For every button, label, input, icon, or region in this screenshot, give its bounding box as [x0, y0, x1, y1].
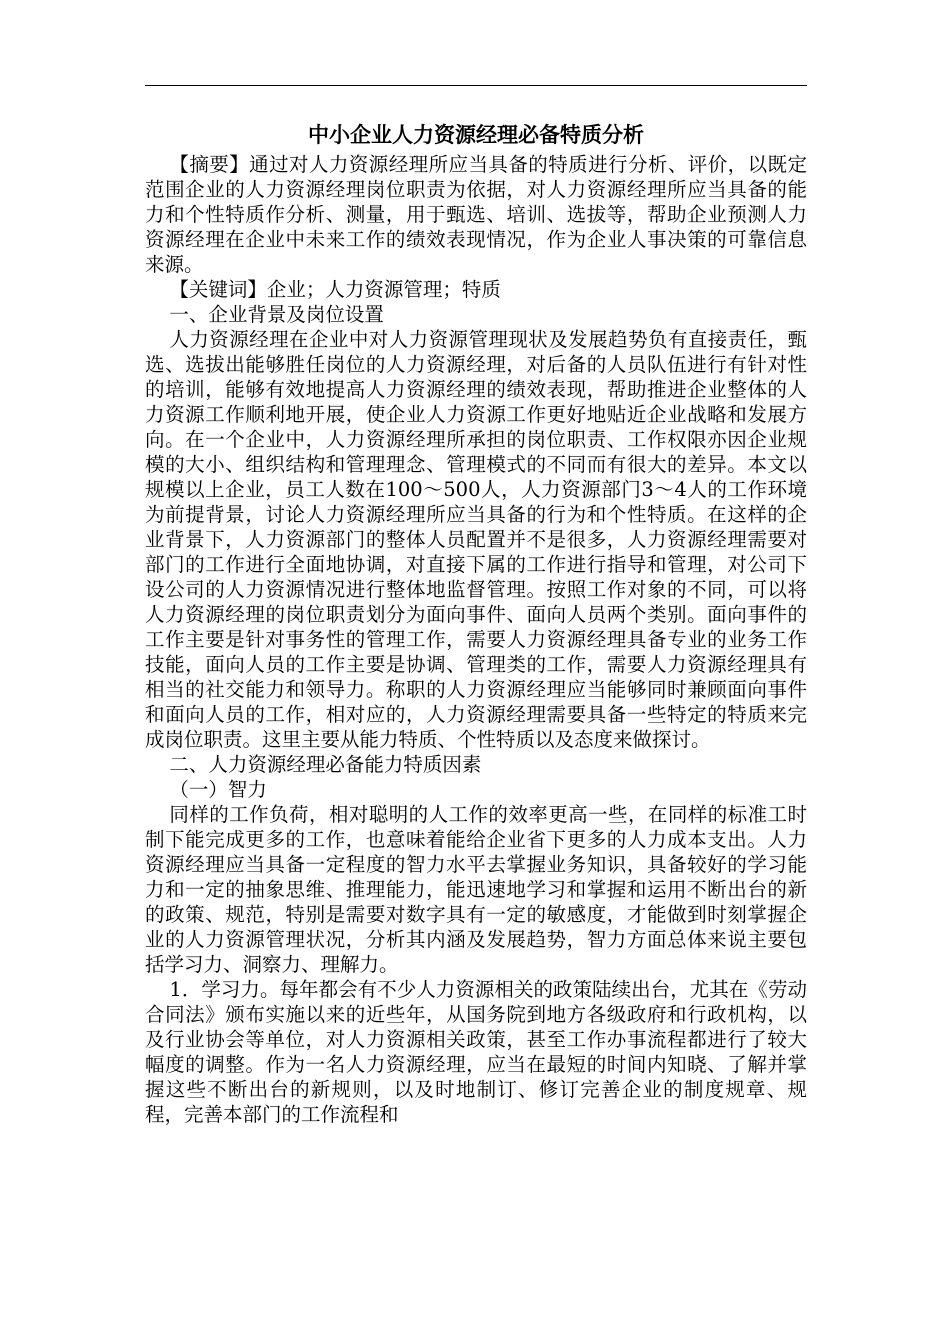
body-paragraph: 人力资源经理在企业中对人力资源管理现状及发展趋势负有直接责任，甄选、选拔出能够胜任岗位的人力资源经理，对后备的人员队伍进行有针对性的培训，能够有效地提高人力资源经理的绩效表现，帮助推进企业整体的人力资源工作顺利地开展，使企业人力资源工作更好地贴近企业战略和发展方向。在一个企业中，人力资源经理所承担的岗位职责、工作权限亦因企业规模的大小、组织结构和管理理念、管理模式的不同而有很大的差异。本文以规模以上企业，员工人数在100～500人，人力资源部门3～4人的工作环境为前提背景，讨论人力资源经理所应当具备的行为和个性特质。在这样的企业背景下，人力资源部门的整体人员配置并不是很多，人力资源经理需要对部门的工作进行全面地协调，对直接下属的工作进行指导和管理，对公司下设公司的人力资源情况进行整体地监督管理。按照工作对象的不同，可以将人力资源经理的岗位职责划分为面向事件、面向人员两个类别。面向事件的工作主要是针对事务性的管理工作，需要人力资源经理具备专业的业务工作技能，面向人员的工作主要是协调、管理类的工作，需要人力资源经理具有相当的社交能力和领导力。称职的人力资源经理应当能够同时兼顾面向事件和面向人员的工作，相对应的，人力资源经理需要具备一些特定的特质来完成岗位职责。这里主要从能力特质、个性特质以及态度来做探讨。: [145, 328, 807, 751]
keywords-paragraph: 【关键词】企业；人力资源管理；特质: [169, 278, 501, 301]
document-title: 中小企业人力资源经理必备特质分析: [308, 122, 644, 147]
body-paragraph: 同样的工作负荷，相对聪明的人工作的效率更高一些，在同样的标准工时制下能完成更多的工作，也意味着能给企业省下更多的人力成本支出。人力资源经理应当具备一定程度的智力水平去掌握业务知识，具备较好的学习能力和一定的抽象思维、推理能力，能迅速地学习和掌握和运用不断出台的新的政策、规范，特别是需要对数字具有一定的敏感度，才能做到时刻掌握企业的人力资源管理状况，分析其内涵及发展趋势，智力方面总体来说主要包括学习力、洞察力、理解力。: [145, 803, 807, 976]
section-heading-1: 一、企业背景及岗位设置: [169, 303, 384, 326]
body-paragraph: 1．学习力。每年都会有不少人力资源相关的政策陆续出台，尤其在《劳动合同法》颁布实施以来的近些年，从国务院到地方各级政府和行政机构，以及行业协会等单位，对人力资源相关政策，甚至工作办事流程都进行了较大幅度的调整。作为一名人力资源经理，应当在最短的时间内知晓、了解并掌握这些不断出台的新规则，以及时地制订、修订完善企业的制度规章、规程，完善本部门的工作流程和: [145, 978, 807, 1126]
section-heading-2: 二、人力资源经理必备能力特质因素: [169, 753, 482, 776]
subsection-heading: （一）智力: [169, 778, 267, 801]
document-body: [145, 118, 807, 1127]
header-rule: [145, 85, 807, 86]
abstract-paragraph: 【摘要】通过对人力资源经理所应当具备的特质进行分析、评价，以既定范围企业的人力资源经理岗位职责为依据，对人力资源经理所应当具备的能力和个性特质作分析、测量，用于甄选、培训、选拔等，帮助企业预测人力资源经理在企业中未来工作的绩效表现情况，作为企业人事决策的可靠信息来源。: [145, 153, 807, 276]
